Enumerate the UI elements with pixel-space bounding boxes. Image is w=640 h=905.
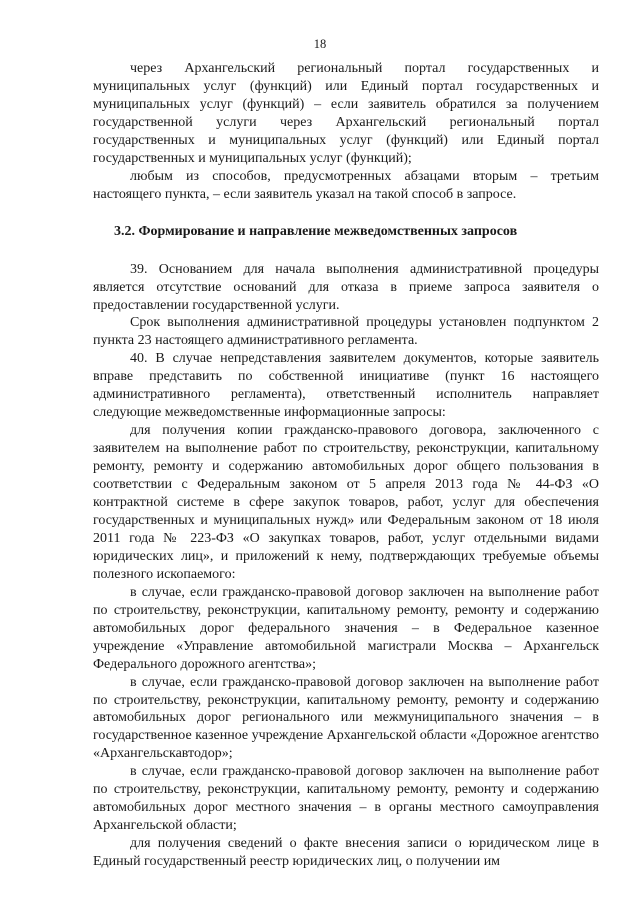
- section-heading: 3.2. Формирование и направление межведомственных запросов: [114, 223, 518, 239]
- paragraph-local-roads: в случае, если гражданско-правовой договор заключен на выполнение работ по строительству, реконструкции, капитальному ремонту, ремонту и содержанию автомобильных дорог местного значения – в органы местного самоуправления Архангельской области;: [93, 764, 599, 834]
- paragraph-regional-roads: в случае, если гражданско-правовой договор заключен на выполнение работ по строительству, реконструкции, капитальному ремонту, ремонту и содержанию автомобильных дорог регионального или межмуниципального значения – в государственное казенное учреждение Архангельской области «Дорожное агентство «Архангельскавтодор»;: [93, 674, 599, 762]
- paragraph-contract-copy: для получения копии гражданско-правового договора, заключенного с заявителем на выполнение работ по строительству, реконструкции, капитальному ремонту, ремонту и содержанию автомобильных дорог общего пользования в соответствии с Федеральным законом от 5 апреля 2013 года № 44-ФЗ «О контрактной системе в сфере закупок товаров, работ, услуг для обеспечения государственных и муниципальных нужд» или Федеральным законом от 18 июля 2011 года № 223-ФЗ «О закупках товаров, работ, услуг отдельными видами юридических лиц», и приложений к нему, подтверждающих требуемые объемы полезного ископаемого:: [93, 423, 599, 582]
- paragraph-term: Срок выполнения административной процедуры установлен подпунктом 2 пункта 23 настоящего административного регламента.: [93, 315, 599, 349]
- document-body: [93, 60, 599, 871]
- paragraph-federal-roads: в случае, если гражданско-правовой договор заключен на выполнение работ по строительству, реконструкции, капитальному ремонту, ремонту и содержанию автомобильных дорог федерального значения – в Федеральное казенное учреждение «Управление автомобильной магистрали Москва – Архангельск Федерального дорожного агентства»;: [93, 584, 599, 672]
- paragraph-any-method: любым из способов, предусмотренных абзацами вторым – третьим настоящего пункта, – если заявитель указал на такой способ в запросе.: [93, 168, 599, 202]
- paragraph-40: 40. В случае непредставления заявителем документов, которые заявитель вправе представить по собственной инициативе (пункт 16 настоящего административного регламента), ответственный исполнитель направляет следующие межведомственные информационные запросы:: [93, 351, 599, 421]
- paragraph-portal-delivery: через Архангельский региональный портал государственных и муниципальных услуг (функций) или Единый портал государственных и муниципальных услуг (функций) – если заявитель обратился за получением государственной услуги через Архангельский региональный портал государственных и муниципальных услуг (функций) или Единый портал государственных и муниципальных услуг (функций);: [93, 61, 599, 166]
- paragraph-egrul: для получения сведений о факте внесения записи о юридическом лице в Единый государственный реестр юридических лиц, о получении им: [93, 836, 599, 870]
- paragraph-39: 39. Основанием для начала выполнения административной процедуры является отсутствие оснований для отказа в приеме запроса заявителя о предоставлении государственной услуги.: [93, 261, 599, 313]
- page-number: 18: [313, 37, 327, 51]
